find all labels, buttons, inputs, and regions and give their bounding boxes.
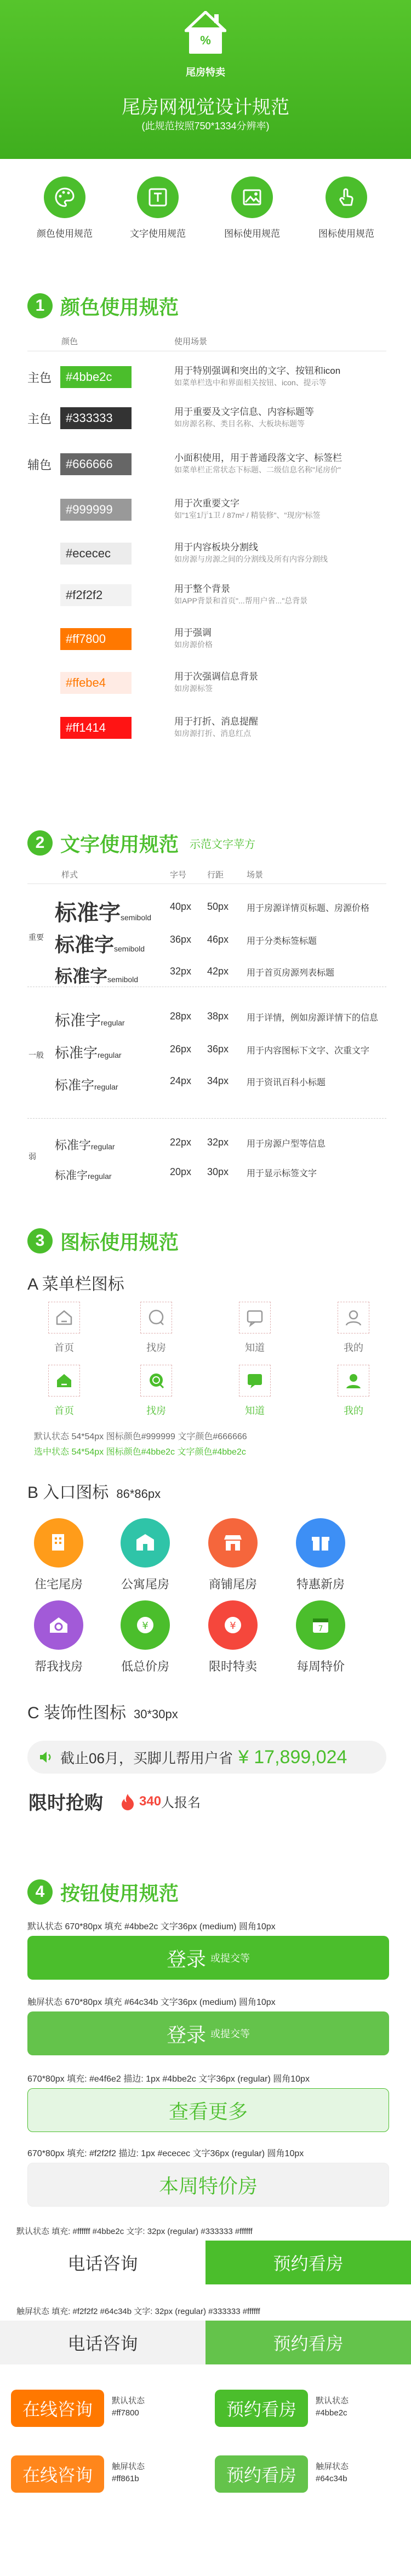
tab-label: 找房: [146, 1405, 166, 1416]
logo-text: 尾房特卖: [186, 67, 225, 78]
entry-coin[interactable]: [110, 1600, 181, 1674]
font-weight: regular: [98, 1051, 122, 1059]
nav-item-hand[interactable]: [308, 176, 385, 240]
deco-size: 30*30px: [134, 1707, 178, 1721]
search-icon: [140, 1365, 172, 1397]
type-usage: 用于分类标签标题: [247, 937, 317, 946]
login-label: 登录: [166, 2023, 206, 2046]
book-small-button[interactable]: 预约看房: [215, 2390, 308, 2427]
svg-text:7: 7: [318, 1625, 323, 1633]
type-usage: 用于首页房源列表标题: [247, 968, 335, 978]
page-title: 尾房网视觉设计规范: [122, 97, 289, 118]
nav-item-colors[interactable]: [26, 176, 103, 240]
entry-icons-title: [27, 1479, 161, 1503]
color-usage: [174, 627, 393, 650]
entry-label: 低总价房: [121, 1660, 169, 1673]
sample-text: 标准字: [55, 1078, 94, 1093]
section-number: 4: [27, 1879, 53, 1905]
usage-example: 如"1室1厅1卫 / 87m² / 精装修"、"现房"标签: [174, 511, 321, 520]
type-sample: [55, 1042, 122, 1062]
type-size: 20px: [170, 1166, 192, 1177]
usage-main: 用于打折、消息提醒: [174, 716, 258, 727]
usage-example: 如菜单栏正常状态下标题、二级信息名称"尾房价": [174, 465, 341, 474]
palette-icon: [44, 176, 85, 218]
weekly-deal-button[interactable]: 本周特价房: [27, 2163, 389, 2207]
section-number: 3: [27, 1228, 53, 1253]
type-usage: 用于显示标签文字: [247, 1169, 317, 1178]
color-usage: [174, 365, 393, 388]
qa-icon: [239, 1365, 271, 1397]
search-house-icon: [34, 1600, 83, 1650]
spec-color: #4bbe2c: [316, 2408, 347, 2418]
entry-clock[interactable]: [197, 1600, 269, 1674]
section-buttons-header: [27, 1877, 179, 1907]
tab-label: 知道: [245, 1405, 265, 1416]
tab-label: 知道: [245, 1342, 265, 1353]
tab-label: 首页: [54, 1405, 74, 1416]
coin-icon: [121, 1600, 170, 1650]
type-sample: [55, 896, 151, 927]
type-size: 32px: [170, 966, 192, 977]
tab-search-active[interactable]: [137, 1365, 175, 1417]
action-bar-pressed: [0, 2321, 411, 2364]
entry-label: 住宅尾房: [34, 1577, 83, 1591]
tab-note-default: 默认状态 54*54px 图标颜色#999999 文字颜色#666666: [34, 1432, 247, 1441]
color-usage: [174, 716, 393, 739]
book-button[interactable]: 预约看房: [206, 2241, 411, 2284]
type-size: 40px: [170, 901, 192, 912]
col-style: 样式: [61, 870, 78, 880]
section-icons-header: [27, 1226, 179, 1256]
online-consult-button-pressed[interactable]: 在线咨询: [11, 2455, 104, 2493]
entry-label: 公寓尾房: [121, 1577, 169, 1591]
hand-pointer-icon: [326, 176, 367, 218]
flash-count: 340: [139, 1793, 162, 1809]
font-weight: semibold: [121, 913, 152, 922]
type-size: 22px: [170, 1137, 192, 1148]
header: [0, 0, 411, 159]
small-spec-pressed-green: [316, 2461, 349, 2485]
usage-main: 用于内容板块分割线: [174, 542, 258, 552]
deco-icons-title: [27, 1699, 178, 1723]
font-weight: regular: [91, 1142, 115, 1151]
usage-main: 用于次重要文字: [174, 498, 239, 509]
color-usage: [174, 583, 393, 606]
usage-main: 用于强调: [174, 628, 212, 638]
group-normal: 一般: [28, 1051, 44, 1059]
entry-size: 86*86px: [116, 1487, 161, 1501]
book-button-pressed[interactable]: 预约看房: [206, 2321, 411, 2364]
login-tip: 或提交等: [210, 1953, 250, 1964]
user-icon: [338, 1365, 369, 1397]
svg-text:¥: ¥: [230, 1620, 236, 1632]
nav-label: 图标使用规范: [224, 229, 280, 239]
savings-notice: [27, 1741, 386, 1774]
divider: [27, 1118, 386, 1119]
spec-default: 默认状态 670*80px 填充 #4bbe2c 文字36px (medium) 圆角10px: [27, 1922, 276, 1931]
spec-outline-1: 670*80px 填充: #e4f6e2 描边: 1px #4bbe2c 文字36px (regular) 圆角10px: [27, 2075, 310, 2084]
sample-text: 标准字: [55, 933, 115, 956]
usage-example: 如APP背景和首页"...帮用户省..."总背景: [174, 596, 308, 605]
gift-icon: [296, 1518, 345, 1568]
logo: [181, 11, 230, 60]
shop-icon: [208, 1518, 258, 1568]
usage-example: 如房源价格: [174, 640, 213, 649]
sample-text: 标准字: [55, 1045, 98, 1061]
color-swatch: #999999: [60, 499, 132, 521]
user-icon: [338, 1302, 369, 1333]
tab-label: 首页: [54, 1342, 74, 1353]
entry-label: 帮我找房: [34, 1660, 83, 1673]
speaker-icon: [37, 1749, 54, 1765]
text-icon: [137, 176, 179, 218]
type-usage: 用于详情，例如房源详情下的信息: [247, 1013, 379, 1023]
nav-label: 文字使用规范: [130, 229, 186, 239]
entry-label: 限时特卖: [208, 1660, 257, 1673]
type-line: 32px: [207, 1137, 229, 1148]
menu-icons-title: A 菜单栏图标: [27, 1275, 124, 1293]
color-usage: [174, 406, 393, 429]
home-icon: [48, 1365, 80, 1397]
type-sample: [55, 1166, 112, 1182]
entry-label: 商铺尾房: [208, 1577, 257, 1591]
small-spec-pressed-orange: [112, 2461, 145, 2485]
usage-main: 用于整个背景: [174, 584, 230, 594]
type-sample: [55, 930, 145, 958]
action-bar-default: [0, 2241, 411, 2284]
flash-sale: [28, 1788, 201, 1815]
type-size: 26px: [170, 1044, 192, 1055]
font-weight: semibold: [107, 975, 139, 984]
sample-text: 标准字: [55, 901, 121, 925]
page-subtitle: (此规范按照750*1334分辨率): [141, 121, 270, 132]
color-swatch: #f2f2f2: [60, 584, 132, 606]
tab-user-active[interactable]: [334, 1365, 373, 1417]
login-label: 登录: [166, 1947, 206, 1970]
usage-example: 如房源与房源之间的分割线及所有内容分割线: [174, 555, 328, 563]
entry-gift[interactable]: [285, 1518, 356, 1592]
color-swatch: #ececec: [60, 543, 132, 565]
type-line: 30px: [207, 1166, 229, 1177]
spec-color: #ff861b: [112, 2474, 139, 2483]
color-swatch: #4bbe2c: [60, 366, 132, 388]
col-size: 字号: [170, 870, 187, 880]
flash-title: 限时抢购: [28, 1793, 103, 1814]
sample-text: 标准字: [55, 1012, 101, 1029]
type-line: 50px: [207, 901, 229, 912]
section-number: 2: [27, 830, 53, 856]
color-swatch: #666666: [60, 453, 132, 475]
spec-state: 默认状态: [112, 2396, 145, 2406]
section-title: 图标使用规范: [60, 1230, 179, 1253]
entry-search-house[interactable]: [23, 1600, 94, 1674]
nav-label: 颜色使用规范: [37, 229, 93, 239]
type-sample: [55, 1008, 125, 1030]
type-usage: 用于房源详情页标题、房源价格: [247, 904, 370, 913]
login-tip: 或提交等: [210, 2028, 250, 2039]
group-weak: 弱: [28, 1152, 36, 1161]
clock-icon: [208, 1600, 258, 1650]
tab-user-default[interactable]: [334, 1302, 373, 1354]
usage-main: 用于重要及文字信息、内容标题等: [174, 407, 314, 417]
usage-main: 用于特别强调和突出的文字、按钮和icon: [174, 366, 341, 376]
tab-note-active: 选中状态 54*54px 图标颜色#4bbe2c 文字颜色#4bbe2c: [34, 1447, 246, 1457]
color-swatch: #ff1414: [60, 717, 132, 739]
type-sample: [55, 1074, 118, 1093]
view-more-button[interactable]: 查看更多: [27, 2088, 389, 2132]
usage-example: 如菜单栏选中和界面相关按钮、icon、提示等: [174, 378, 327, 387]
type-line: 34px: [207, 1075, 229, 1086]
usage-example: 如房源标签: [174, 684, 213, 693]
logo-badge: %: [189, 27, 222, 54]
usage-example: 如房源名称、类目名称、大板块标题等: [174, 419, 305, 428]
entry-building[interactable]: [23, 1518, 94, 1592]
entry-apartment[interactable]: [110, 1518, 181, 1592]
color-usage: [174, 671, 393, 694]
small-spec-default-orange: [112, 2395, 145, 2419]
tab-label: 我的: [344, 1405, 363, 1416]
entry-title-text: B 入口图标: [27, 1484, 109, 1502]
type-line: 46px: [207, 934, 229, 945]
tab-qa-default[interactable]: [236, 1302, 274, 1354]
section-number: 1: [27, 293, 53, 318]
tab-home-default[interactable]: [45, 1302, 83, 1354]
type-line: 38px: [207, 1011, 229, 1022]
group-aux: 辅色: [27, 458, 52, 472]
group-main-1: 主色: [27, 371, 52, 385]
entry-label: 特惠新房: [296, 1577, 345, 1591]
tab-label: 找房: [146, 1342, 166, 1353]
online-consult-button[interactable]: 在线咨询: [11, 2390, 104, 2427]
font-weight: semibold: [114, 944, 145, 953]
call-button[interactable]: 电话咨询: [0, 2241, 206, 2284]
apartment-icon: [121, 1518, 170, 1568]
font-weight: regular: [101, 1018, 125, 1027]
calendar-icon: [296, 1600, 345, 1650]
svg-text:¥: ¥: [142, 1620, 149, 1632]
type-size: 28px: [170, 1011, 192, 1022]
type-sample: [55, 962, 138, 988]
section-title: 文字使用规范: [60, 833, 179, 856]
group-important: 重要: [28, 933, 44, 942]
section-typography-header: [27, 828, 255, 858]
section-colors-header: [27, 290, 179, 321]
usage-main: 小面积使用，用于普通段落文字、标签栏: [174, 453, 342, 463]
usage-example: 如房源打折、消息红点: [174, 729, 251, 738]
tab-label: 我的: [344, 1342, 363, 1353]
spec-color: #ff7800: [112, 2408, 139, 2418]
spec-state: 触屏状态: [316, 2462, 349, 2471]
section-title: 颜色使用规范: [60, 295, 179, 318]
nav: [0, 176, 411, 253]
nav-item-image[interactable]: [214, 176, 290, 240]
notice-text: 截止06月，买脚儿帮用户省: [60, 1749, 233, 1766]
type-usage: 用于房源户型等信息: [247, 1139, 326, 1149]
spec-bar-pressed: 触屏状态 填充: #f2f2f2 #64c34b 文字: 32px (regular) #333333 #ffffff: [16, 2307, 260, 2316]
notice-price: ¥ 17,899,024: [238, 1746, 347, 1768]
tab-qa-active[interactable]: [236, 1365, 274, 1417]
type-usage: 用于内容图标下文字、次重文字: [247, 1046, 370, 1056]
col-scene: 场景: [247, 870, 264, 880]
type-size: 36px: [170, 934, 192, 945]
nav-label: 图标使用规范: [318, 229, 374, 239]
font-weight: regular: [94, 1082, 118, 1091]
spec-outline-2: 670*80px 填充: #f2f2f2 描边: 1px #ececec 文字36px (regular) 圆角10px: [27, 2149, 304, 2158]
book-small-button-pressed[interactable]: 预约看房: [215, 2455, 308, 2493]
type-size: 24px: [170, 1075, 192, 1086]
color-swatch: #ff7800: [60, 628, 132, 650]
type-usage: 用于资讯百科小标题: [247, 1078, 326, 1087]
entry-label: 每周特价: [296, 1660, 345, 1673]
type-sample: [55, 1136, 115, 1153]
spec-color: #64c34b: [316, 2474, 347, 2483]
building-icon: [34, 1518, 83, 1568]
color-swatch: #ffebe4: [60, 672, 132, 694]
entry-shop[interactable]: [197, 1518, 269, 1592]
nav-item-text[interactable]: [119, 176, 196, 240]
col-line: 行距: [207, 870, 224, 880]
login-button[interactable]: [27, 1936, 389, 1980]
spec-pressed: 触屏状态 670*80px 填充 #64c34b 文字36px (medium) 圆角10px: [27, 1998, 276, 2007]
tab-search-default[interactable]: [137, 1302, 175, 1354]
sample-text: 标准字: [55, 1138, 92, 1152]
group-main-2: 主色: [27, 412, 52, 426]
spec-state: 默认状态: [316, 2396, 349, 2406]
sample-text: 标准字: [55, 966, 108, 986]
type-line: 36px: [207, 1044, 229, 1055]
spec-state: 触屏状态: [112, 2462, 145, 2471]
fire-icon: [119, 1793, 136, 1810]
color-usage: [174, 498, 393, 521]
color-usage: [174, 452, 393, 475]
qa-icon: [239, 1302, 271, 1333]
color-swatch: #333333: [60, 407, 132, 429]
tab-home-active[interactable]: [45, 1365, 83, 1417]
search-icon: [140, 1302, 172, 1333]
small-spec-default-green: [316, 2395, 349, 2419]
sample-text: 标准字: [55, 1170, 88, 1182]
type-line: 42px: [207, 966, 229, 977]
font-weight: regular: [88, 1172, 112, 1181]
call-button-pressed[interactable]: 电话咨询: [0, 2321, 206, 2364]
col-color: 颜色: [61, 337, 78, 346]
deco-title-text: C 装饰性图标: [27, 1704, 126, 1722]
spec-bar-default: 默认状态 填充: #ffffff #4bbe2c 文字: 32px (regular) #333333 #ffffff: [16, 2227, 253, 2236]
color-usage: [174, 542, 393, 565]
col-usage: 使用场景: [174, 337, 208, 346]
home-icon: [48, 1302, 80, 1333]
entry-calendar[interactable]: [285, 1600, 356, 1674]
section-note: 示范文字苹方: [190, 838, 256, 851]
login-button-pressed[interactable]: [27, 2011, 389, 2055]
usage-main: 用于次强调信息背景: [174, 671, 258, 682]
image-icon: [231, 176, 273, 218]
flash-suffix: 人报名: [161, 1796, 201, 1810]
section-title: 按钮使用规范: [60, 1882, 179, 1905]
